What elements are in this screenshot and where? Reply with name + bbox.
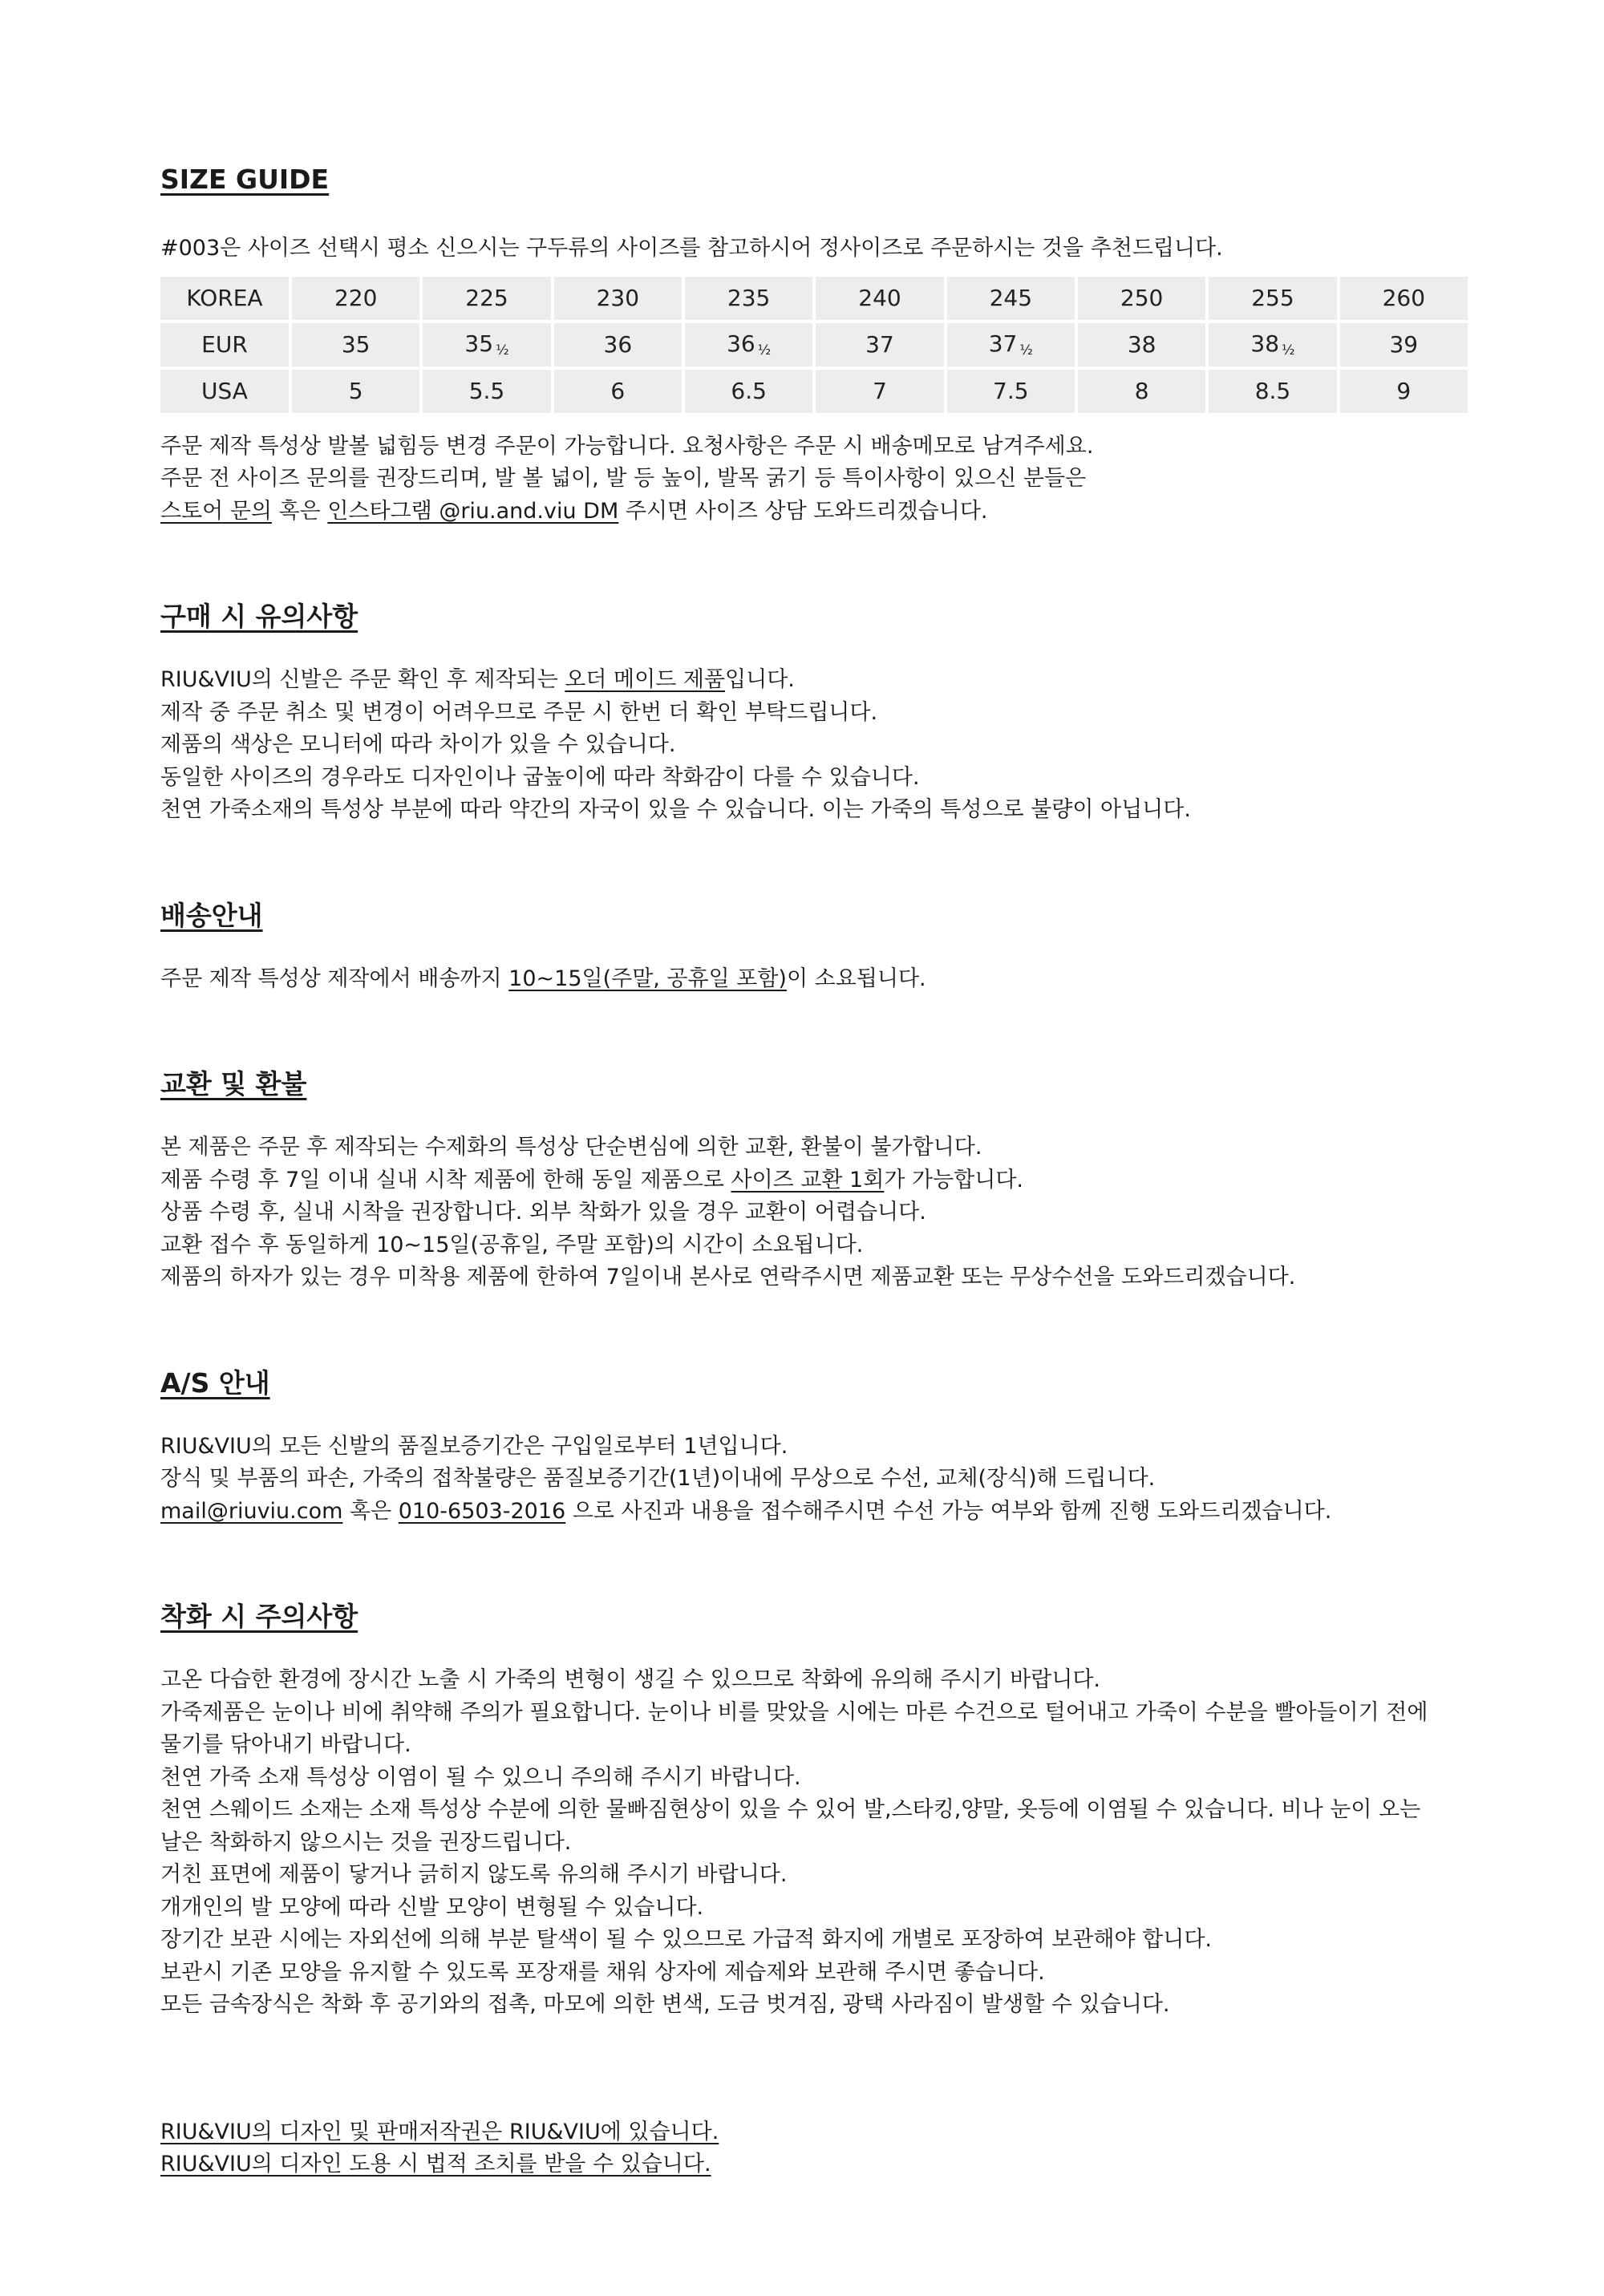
size-cell: 260 — [1340, 277, 1468, 320]
size-cell: 5.5 — [423, 370, 550, 413]
care-line: 날은 착화하지 않으시는 것을 권장드립니다. — [160, 1829, 572, 1855]
care-line: 거친 표면에 제품이 닿거나 긁히지 않도록 유의해 주시기 바랍니다. — [160, 1862, 788, 1887]
size-cell: 220 — [292, 277, 419, 320]
as-heading: A/S 안내 — [160, 1367, 270, 1399]
copyright-line-1: RIU&VIU의 디자인 및 판매저작권은 RIU&VIU에 있습니다. — [160, 2119, 719, 2144]
email-link[interactable]: mail@riuviu.com — [160, 1498, 343, 1524]
size-cell: 255 — [1209, 277, 1336, 320]
content — [160, 160, 1468, 2181]
half-fraction: ½ — [1019, 342, 1033, 358]
size-cell: 35 — [292, 323, 419, 366]
care-line: 보관시 기존 모양을 유지할 수 있도록 포장재를 채워 상자에 제습제와 보관해 주시면 좋습니다. — [160, 1959, 1045, 1985]
size-cell — [947, 323, 1075, 366]
purchase-line-1-pre: RIU&VIU의 신발은 주문 확인 후 제작되는 — [160, 667, 565, 692]
as-section — [160, 1364, 1468, 1529]
size-row-label: USA — [160, 370, 289, 413]
size-cell: 7 — [816, 370, 943, 413]
size-note-1: 주문 제작 특성상 발볼 넓힘등 변경 주문이 가능합니다. 요청사항은 주문 시 배송메모로 남겨주세요. — [160, 433, 1094, 459]
as-line: RIU&VIU의 모든 신발의 품질보증기간은 구입일로부터 1년입니다. — [160, 1433, 788, 1459]
purchase-line: 동일한 사이즈의 경우라도 디자인이나 굽높이에 따라 착화감이 다를 수 있습니다. — [160, 764, 920, 790]
size-cell: 7.5 — [947, 370, 1075, 413]
size-cell-whole: 35 — [464, 330, 494, 357]
size-cell-whole: 37 — [988, 330, 1018, 357]
shipping-pre: 주문 제작 특성상 제작에서 배송까지 — [160, 966, 509, 991]
size-note-3-tail: 주시면 사이즈 상담 도와드리겠습니다. — [618, 498, 988, 524]
size-cell: 8 — [1078, 370, 1205, 413]
size-row-eur — [160, 323, 1468, 366]
care-heading: 착화 시 주의사항 — [160, 1601, 358, 1632]
half-fraction: ½ — [496, 342, 509, 358]
size-row-label: KOREA — [160, 277, 289, 320]
as-line-3 — [160, 1496, 1468, 1529]
purchase-line-1-post: 입니다. — [725, 667, 795, 692]
size-row-label: EUR — [160, 323, 289, 366]
care-line: 천연 스웨이드 소재는 소재 특성상 수분에 의한 물빠짐현상이 있을 수 있어 발,스타킹,양말, 옷등에 이염될 수 있습니다. 비나 눈이 오는 — [160, 1797, 1421, 1822]
size-cell: 6 — [554, 370, 682, 413]
exchange-line-2 — [160, 1164, 1468, 1197]
care-line: 장기간 보관 시에는 자외선에 의해 부분 탈색이 될 수 있으므로 가급적 화지에 개별로 포장하여 보관해야 합니다. — [160, 1927, 1213, 1952]
size-cell — [1209, 323, 1336, 366]
store-inquiry-link[interactable]: 스토어 문의 — [160, 498, 272, 524]
size-cell: 225 — [423, 277, 550, 320]
exchange-heading: 교환 및 환불 — [160, 1068, 307, 1099]
purchase-notice-heading: 구매 시 유의사항 — [160, 601, 358, 632]
half-fraction: ½ — [1282, 342, 1295, 358]
size-table — [157, 273, 1471, 416]
exchange-line-2-post: 가 가능합니다. — [884, 1167, 1023, 1193]
exchange-line-2-pre: 제품 수령 후 7일 이내 실내 시착 제품에 한해 동일 제품으로 — [160, 1167, 731, 1193]
size-row-usa — [160, 370, 1468, 413]
care-line: 고온 다습한 환경에 장시간 노출 시 가죽의 변형이 생길 수 있으므로 착화에 유의해 주시기 바랍니다. — [160, 1667, 1101, 1692]
shipping-period: 10~15일(주말, 공휴일 포함) — [508, 966, 787, 991]
shipping-line — [160, 963, 1468, 996]
size-cell: 38 — [1078, 323, 1205, 366]
exchange-section — [160, 1065, 1468, 1294]
care-section — [160, 1597, 1468, 2022]
size-cell: 245 — [947, 277, 1075, 320]
exchange-line: 본 제품은 주문 후 제작되는 수제화의 특성상 단순변심에 의한 교환, 환불이 불가합니다. — [160, 1135, 982, 1160]
size-cell: 37 — [816, 323, 943, 366]
as-line-3-tail: 으로 사진과 내용을 접수해주시면 수선 가능 여부와 함께 진행 도와드리겠습니다. — [565, 1498, 1332, 1524]
size-note-2: 주문 전 사이즈 문의를 권장드리며, 발 볼 넓이, 발 등 높이, 발목 굵기 등 특이사항이 있으신 분들은 — [160, 466, 1087, 491]
size-cell-whole: 36 — [727, 330, 755, 357]
purchase-line: 천연 가죽소재의 특성상 부분에 따라 약간의 자국이 있을 수 있습니다. 이는 가죽의 특성으로 불량이 아닙니다. — [160, 797, 1191, 822]
size-cell: 235 — [685, 277, 812, 320]
size-cell: 250 — [1078, 277, 1205, 320]
half-fraction: ½ — [757, 342, 772, 358]
care-line: 모든 금속장식은 착화 후 공기와의 접촉, 마모에 의한 변색, 도금 벗겨짐, 광택 사라짐이 발생할 수 있습니다. — [160, 1992, 1170, 2017]
size-guide-section — [160, 160, 1468, 528]
size-cell: 8.5 — [1209, 370, 1336, 413]
shipping-post: 이 소요됩니다. — [786, 966, 926, 991]
size-cell: 9 — [1340, 370, 1468, 413]
instagram-dm-link[interactable]: 인스타그램 @riu.and.viu DM — [327, 498, 619, 524]
size-cell: 5 — [292, 370, 419, 413]
exchange-line: 교환 접수 후 동일하게 10~15일(공휴일, 주말 포함)의 시간이 소요됩니다. — [160, 1232, 864, 1257]
size-note-3 — [160, 496, 1468, 528]
size-guide-heading: SIZE GUIDE — [160, 164, 330, 195]
size-exchange-once: 사이즈 교환 1회 — [731, 1167, 885, 1193]
size-cell: 36 — [554, 323, 682, 366]
size-cell: 230 — [554, 277, 682, 320]
size-guide-intro: #003은 사이즈 선택시 평소 신으시는 구두류의 사이즈를 참고하시어 정사이즈로 주문하시는 것을 추천드립니다. — [160, 236, 1223, 261]
shipping-heading: 배송안내 — [160, 899, 263, 931]
purchase-notice-section — [160, 597, 1468, 827]
exchange-line: 제품의 하자가 있는 경우 미착용 제품에 한하여 7일이내 본사로 연락주시면 제품교환 또는 무상수선을 도와드리겠습니다. — [160, 1265, 1296, 1290]
size-cell — [685, 323, 812, 366]
exchange-line: 상품 수령 후, 실내 시착을 권장합니다. 외부 착화가 있을 경우 교환이 어렵습니다. — [160, 1200, 926, 1225]
as-line-3-mid: 혹은 — [342, 1498, 399, 1524]
order-made-text: 오더 메이드 제품 — [565, 667, 726, 692]
purchase-line: 제품의 색상은 모니터에 따라 차이가 있을 수 있습니다. — [160, 732, 676, 757]
size-cell: 240 — [816, 277, 943, 320]
care-line: 개개인의 발 모양에 따라 신발 모양이 변형될 수 있습니다. — [160, 1894, 704, 1920]
purchase-line: 제작 중 주문 취소 및 변경이 어려우므로 주문 시 한번 더 확인 부탁드립니다. — [160, 699, 878, 725]
copyright-section — [160, 2116, 1468, 2181]
size-cell: 39 — [1340, 323, 1468, 366]
care-line: 천연 가죽 소재 특성상 이염이 될 수 있으니 주의해 주시기 바랍니다. — [160, 1764, 801, 1790]
size-cell: 6.5 — [685, 370, 812, 413]
size-row-korea — [160, 277, 1468, 320]
care-line: 물기를 닦아내기 바랍니다. — [160, 1732, 411, 1757]
copyright-line-2: RIU&VIU의 디자인 도용 시 법적 조치를 받을 수 있습니다. — [160, 2152, 711, 2177]
care-line: 가죽제품은 눈이나 비에 취약해 주의가 필요합니다. 눈이나 비를 맞았을 시에는 마른 수건으로 털어내고 가죽이 수분을 빨아들이기 전에 — [160, 1699, 1428, 1725]
as-line: 장식 및 부품의 파손, 가죽의 접착불량은 품질보증기간(1년)이내에 무상으로 수선, 교체(장식)해 드립니다. — [160, 1466, 1156, 1491]
size-cell — [423, 323, 550, 366]
size-note-3-mid: 혹은 — [272, 498, 328, 524]
shipping-section — [160, 897, 1468, 996]
size-cell-whole: 38 — [1250, 330, 1280, 357]
phone-link[interactable]: 010-6503-2016 — [398, 1498, 566, 1524]
purchase-line-1 — [160, 664, 1468, 697]
